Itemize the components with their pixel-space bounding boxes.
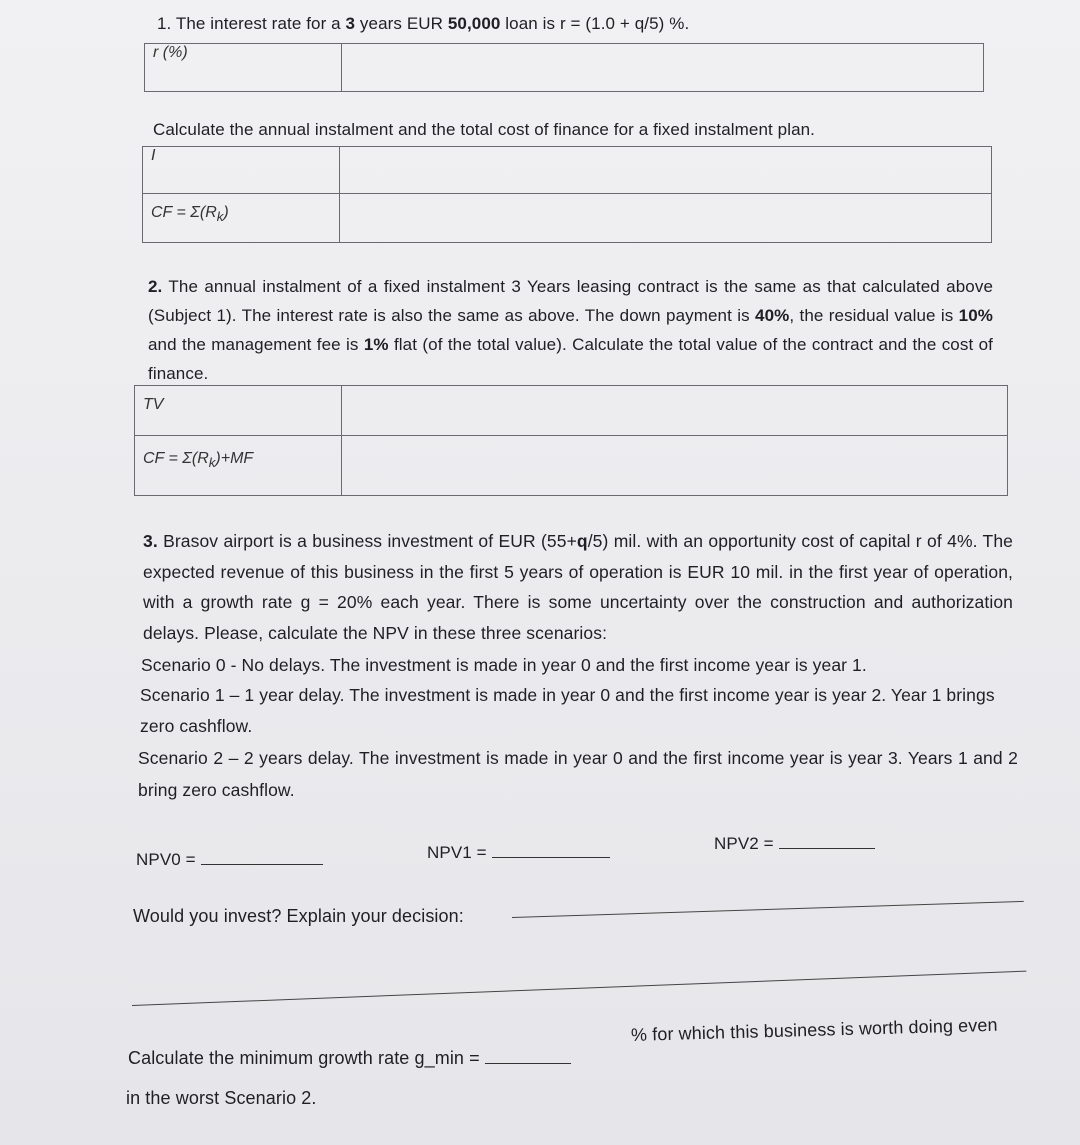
cf-answer-cell[interactable] — [340, 194, 992, 243]
invest-answer-line-2[interactable] — [132, 971, 1026, 1006]
scenario-0: Scenario 0 - No delays. The investment is made in year 0 and the first income year is year 1. — [141, 655, 867, 675]
instalment-answer-cell[interactable] — [340, 147, 992, 194]
q3-intro: 3. Brasov airport is a business investment of EUR (55+q/5) mil. with an opportunity cost of capital r of 4%. The expected revenue of this business in the first 5 years of operation is EUR 10 mil. in the first year of operation, with a growth rate g = 20% each year. There is some uncertainty over the construction and authorization delays. Please, calculate the NPV in these three scenarios: — [143, 531, 1013, 643]
gmin-label: Calculate the minimum growth rate g_min = — [128, 1048, 480, 1068]
cf-label-cell: CF = $\Sigma(R_k)$ — [143, 194, 340, 243]
tv-label-cell: TV — [135, 386, 342, 436]
invest-answer-line-1[interactable] — [512, 901, 1024, 918]
gmin-blank[interactable] — [485, 1049, 571, 1064]
leasing-cf-answer-cell[interactable] — [342, 436, 1008, 496]
rate-table — [144, 43, 984, 92]
npv0-field — [136, 845, 323, 875]
instalment-label-cell: I — [143, 147, 340, 194]
invest-question: Would you invest? Explain your decision: — [133, 906, 464, 926]
npv2-field — [714, 829, 875, 859]
gmin-question — [128, 1043, 571, 1073]
rate-answer-cell[interactable] — [342, 44, 984, 92]
tv-answer-cell[interactable] — [342, 386, 1008, 436]
npv1-field — [427, 838, 610, 868]
q2-text: 2. The annual instalment of a fixed instalment 3 Years leasing contract is the same as that calculated above (Subject 1). The interest rate is also the same as above. The down payment is 40%, the residual value is 10% and the management fee is 1% flat (of the total value). Calculate the total value of the contract and the cost of finance. — [148, 277, 993, 383]
q1-title: 1. The interest rate for a 3 years EUR 50,000 loan is r = (1.0 + q/5) %. — [157, 14, 690, 33]
npv0-label: NPV0 = — [136, 850, 196, 869]
rate-label-cell: r (%) — [145, 44, 342, 92]
q1-instruction: Calculate the annual instalment and the total cost of finance for a fixed instalment plan. — [153, 120, 816, 139]
leasing-cf-label-cell: CF = $\Sigma(R_k)+MF$ — [135, 436, 342, 496]
instalment-table — [142, 146, 992, 243]
npv2-blank[interactable] — [779, 834, 875, 849]
npv0-blank[interactable] — [201, 850, 323, 865]
gmin-continuation: % for which this business is worth doing even — [630, 1014, 998, 1045]
scenario-2: Scenario 2 – 2 years delay. The investment is made in year 0 and the first income year is year 3. Years 1 and 2 bring zero cashflow. — [138, 748, 1018, 800]
npv1-blank[interactable] — [492, 843, 610, 858]
scenario-1: Scenario 1 – 1 year delay. The investment is made in year 0 and the first income year is year 2. Year 1 brings zero cashflow. — [140, 685, 995, 736]
leasing-table — [134, 385, 1008, 496]
npv1-label: NPV1 = — [427, 843, 487, 862]
npv2-label: NPV2 = — [714, 834, 774, 853]
gmin-end: in the worst Scenario 2. — [126, 1088, 317, 1108]
